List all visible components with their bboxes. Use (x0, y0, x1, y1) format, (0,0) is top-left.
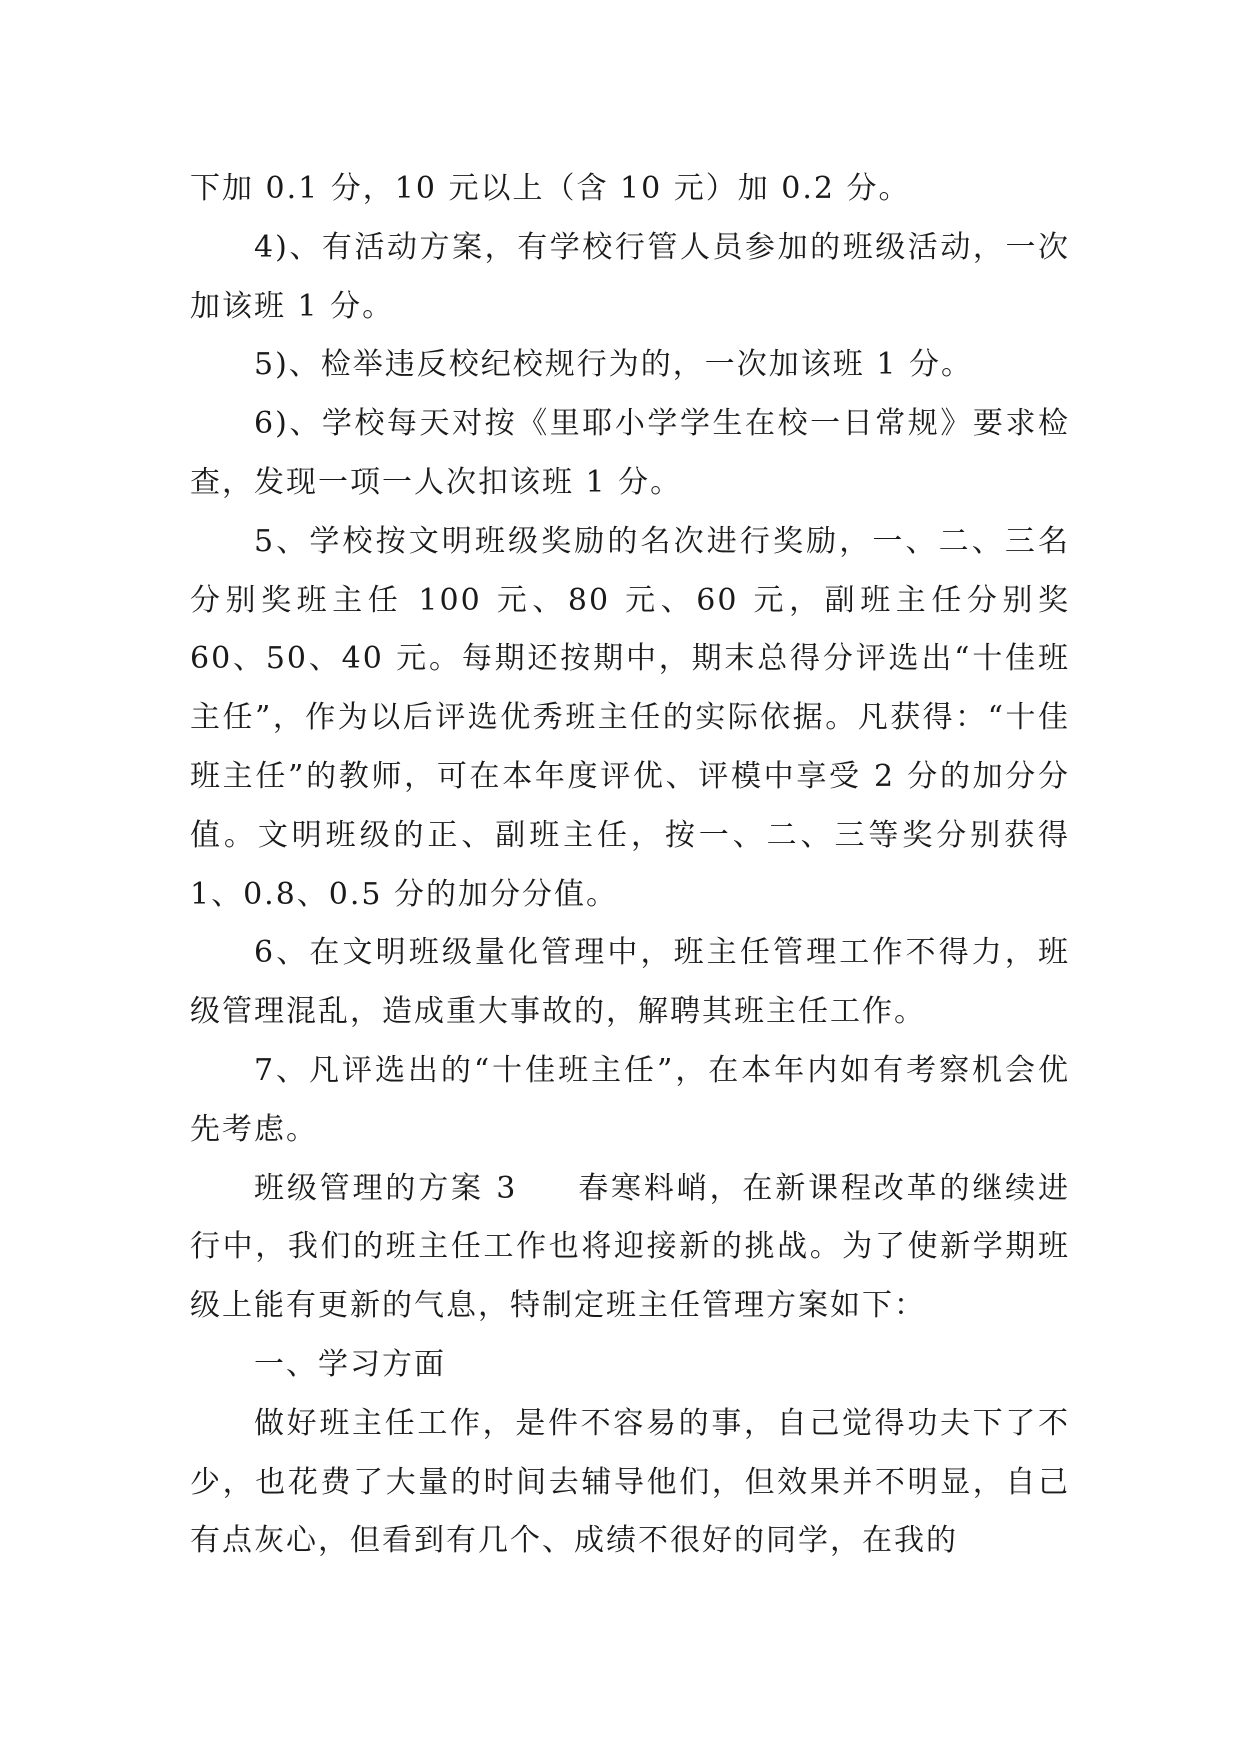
plan-intro-text: 春寒料峭，在新课程改革的继续进行中，我们的班主任工作也将迎接新的挑战。为了使新学期班级上能有更新的气息，特制定班主任管理方案如下： (190, 1170, 1071, 1324)
paragraph-study: 做好班主任工作，是件不容易的事，自己觉得功夫下了不少，也花费了大量的时间去辅导他们，但效果并不明显，自己有点灰心，但看到有几个、成绩不很好的同学，在我的 (190, 1405, 1070, 1559)
plan-heading: 班级管理的方案 3 (254, 1170, 518, 1206)
paragraph-rule-7: 7、凡评选出的“十佳班主任”，在本年内如有考察机会优先考虑。 (190, 1052, 1070, 1147)
paragraph-rule-6: 6、在文明班级量化管理中，班主任管理工作不得力，班级管理混乱，造成重大事故的，解聘其班主任工作。 (190, 935, 1070, 1030)
document-body (190, 160, 1070, 1571)
paragraph-continuation: 下加 0.1 分，10 元以上（含 10 元）加 0.2 分。 (190, 171, 911, 206)
paragraph-item-4: 4)、有活动方案，有学校行管人员参加的班级活动，一次加该班 1 分。 (190, 229, 1070, 324)
paragraph-rule-5: 5、学校按文明班级奖励的名次进行奖励，一、二、三名分别奖班主任 100 元、80 元、60 元，副班主任分别奖 60、50、40 元。每期还按期中，期末总得分评选出“十佳班主任”，作为以后评选优秀班主任的实际依据。凡获得：“十佳班主任”的教师，可在本年度评优、评模中享受 2 分的加分分值。文明班级的正、副班主任，按一、二、三等奖分别获得 1、0.8、0.5 分的加分分值。 (190, 523, 1070, 912)
paragraph-plan-3 (190, 1160, 1070, 1336)
section-heading-study: 一、学习方面 (254, 1346, 446, 1382)
paragraph-item-6: 6)、学校每天对按《里耶小学学生在校一日常规》要求检查，发现一项一人次扣该班 1 分。 (190, 406, 1070, 500)
paragraph-item-5: 5)、检举违反校纪校规行为的，一次加该班 1 分。 (254, 347, 973, 383)
